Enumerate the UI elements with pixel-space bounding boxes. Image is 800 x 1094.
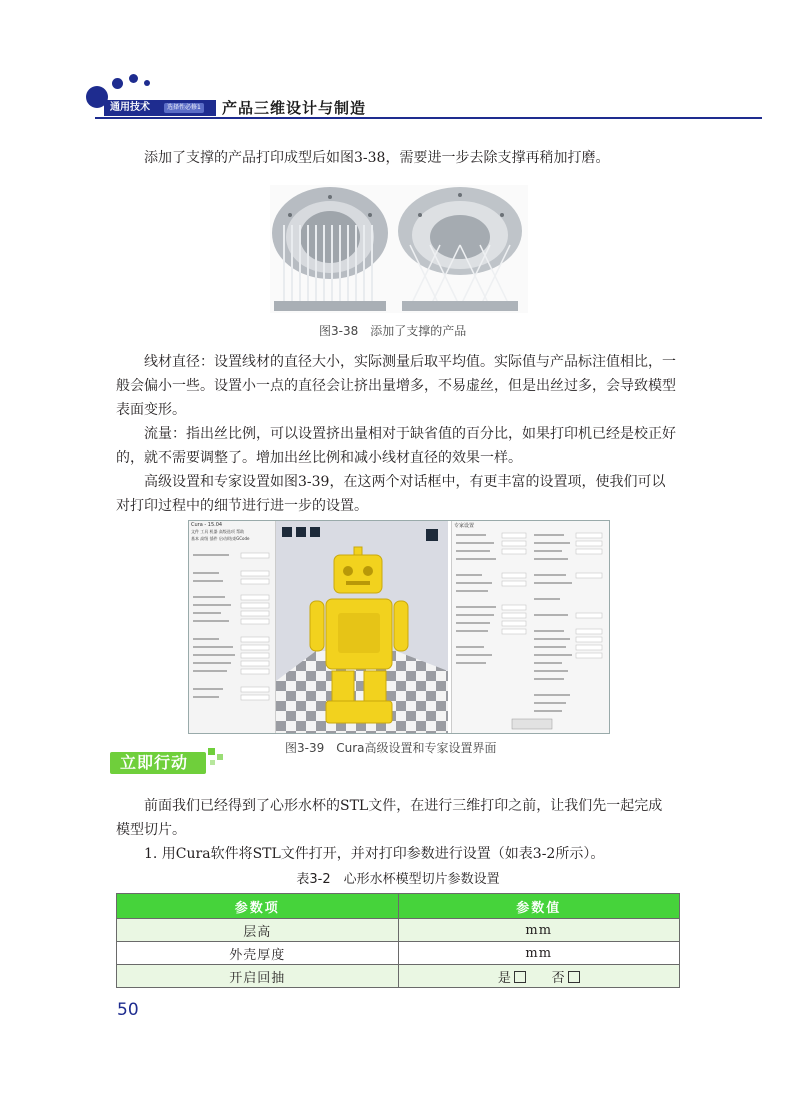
yes-checkbox[interactable] (514, 971, 526, 983)
paragraph-2: 线材直径：设置线材的直径大小，实际测量后取平均值。实际值与产品标注值相比，一般会偏小一些。设置小一点的直径会让挤出量增多，不易虚丝，但是出丝过多，会导致模型表面变形。 (116, 354, 676, 418)
header-series: 通用技术 (110, 102, 150, 113)
action-heading-label: 立即行动 (120, 753, 189, 772)
unit-mm: mm (525, 945, 553, 961)
paragraph-4: 高级设置和专家设置如图3-39，在这两个对话框中，有更丰富的设置项，使我们可以对打印过程中的细节进行进一步的设置。 (116, 474, 666, 514)
header-rule (95, 117, 762, 119)
header-badge: 选择性必修1 (164, 103, 204, 113)
action-square-2 (217, 754, 223, 760)
row-layer-height-label: 层高 (117, 919, 399, 942)
book-title: 产品三维设计与制造 (222, 99, 367, 117)
action-square-1 (208, 748, 215, 755)
cura-settings-rows (189, 543, 275, 733)
paragraph-5: 前面我们已经得到了心形水杯的STL文件，在进行三维打印之前，让我们先一起完成模型切片。 (116, 798, 663, 838)
header-dot-small (129, 74, 138, 83)
cura-window-title: Cura - 15.04 (191, 522, 223, 528)
figure-3-39-caption: 图3-39 Cura高级设置和专家设置界面 (285, 741, 497, 755)
row-retraction-value (398, 965, 680, 988)
supported-product-illustration (270, 185, 528, 313)
robot-model-view (276, 521, 448, 733)
row-layer-height-value[interactable] (398, 919, 680, 942)
row-shell-thickness-value[interactable] (398, 942, 680, 965)
paragraph-1: 添加了支撑的产品打印成型后如图3-38，需要进一步去除支撑再稍加打磨。 (144, 150, 610, 166)
table-header-row (117, 894, 680, 919)
row-retraction-label: 开启回抽 (117, 965, 399, 988)
header-dot-tiny (144, 80, 150, 86)
paragraph-6: 1. 用Cura软件将STL文件打开，并对打印参数进行设置（如表3-2所示）。 (144, 846, 605, 862)
no-label: 否 (551, 970, 566, 986)
header-dot-medium (112, 78, 123, 89)
yes-label: 是 (497, 970, 512, 986)
row-shell-thickness-label: 外壳厚度 (117, 942, 399, 965)
expert-settings-rows (452, 529, 610, 733)
action-heading (110, 748, 212, 774)
paragraph-3: 流量：指出丝比例，可以设置挤出量相对于缺省值的百分比，如果打印机已经是校正好的，就不需要调整了。增加出丝比例和减小线材直径的效果一样。 (116, 426, 676, 466)
cura-expert-dialog (451, 521, 610, 733)
table-row (117, 942, 680, 965)
figure-3-38-caption: 图3-38 添加了支撑的产品 (319, 324, 467, 338)
page-number: 50 (117, 1000, 139, 1020)
cura-screenshot (188, 520, 610, 734)
unit-mm: mm (525, 922, 553, 938)
cura-settings-panel (189, 521, 276, 733)
table-row (117, 965, 680, 988)
table-caption: 表3-2 心形水杯模型切片参数设置 (296, 872, 500, 887)
table-header-item: 参数项 (117, 894, 399, 919)
cura-viewport (276, 521, 448, 733)
action-square-3 (210, 760, 215, 765)
cura-menu-bar: 文件 工具 机器 高级选项 帮助 (191, 529, 245, 534)
parameter-table (116, 893, 680, 988)
no-checkbox[interactable] (568, 971, 580, 983)
supported-product-photo (270, 185, 528, 313)
cura-tabs: 基本 高级 插件 启动/结束GCode (191, 536, 250, 541)
table-row (117, 919, 680, 942)
expert-dialog-title: 专家设置 (454, 523, 475, 529)
table-header-value: 参数值 (398, 894, 680, 919)
